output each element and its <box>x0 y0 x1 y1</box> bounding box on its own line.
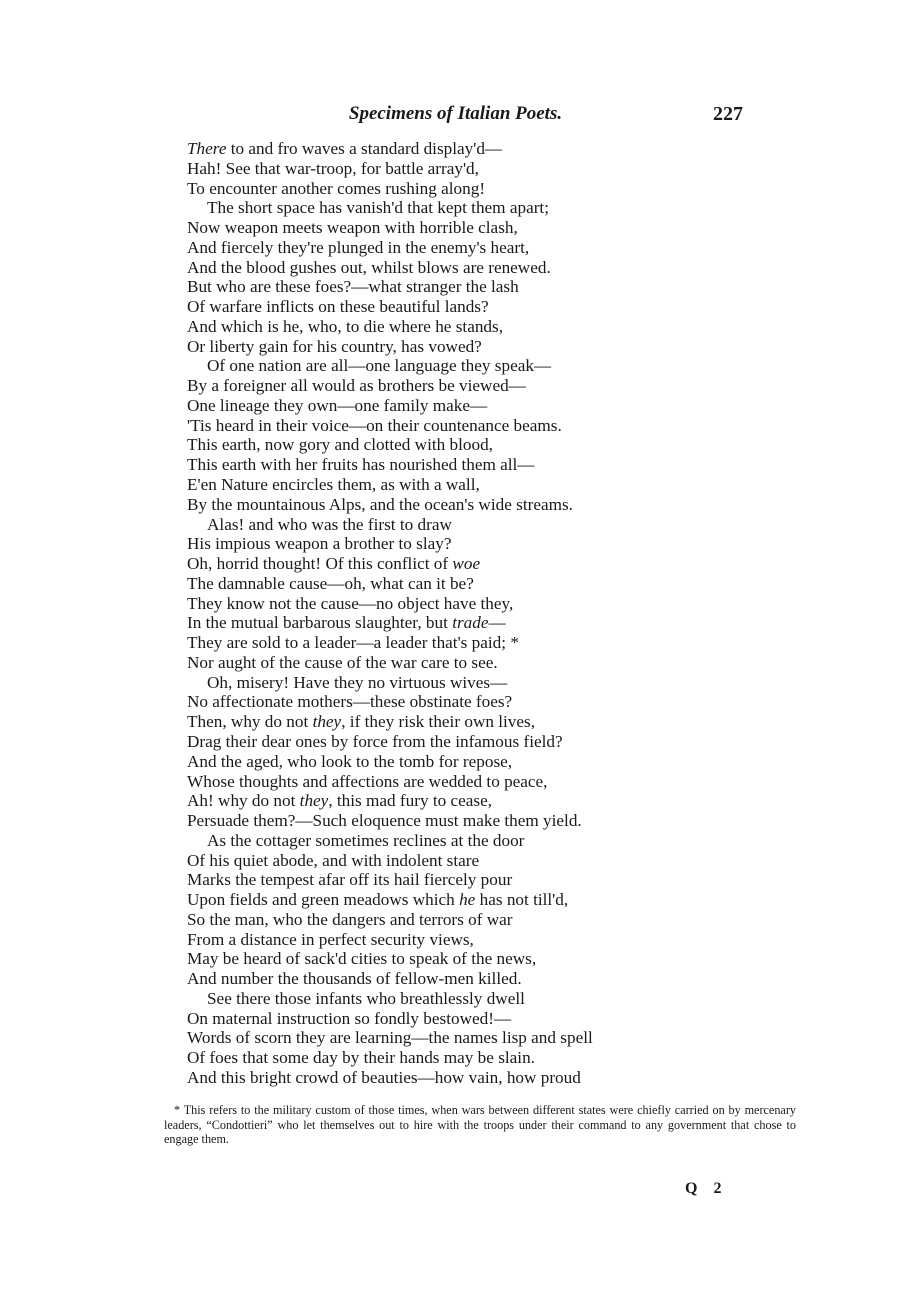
text-segment: His impious weapon a brother to slay? <box>187 534 452 554</box>
poem-line <box>187 851 787 871</box>
poem-line <box>187 890 787 910</box>
poem-line <box>187 1009 787 1029</box>
poem-body <box>187 139 787 1088</box>
text-segment: Now weapon meets weapon with horrible clash, <box>187 218 518 238</box>
text-segment: This earth with her fruits has nourished them all— <box>187 455 535 475</box>
text-segment: As the cottager sometimes reclines at the door <box>207 830 525 850</box>
poem-line <box>187 179 787 199</box>
text-segment: Upon fields and green meadows which <box>187 890 460 910</box>
text-segment: Alas! and who was the first to draw <box>207 514 452 534</box>
poem-line <box>187 613 787 633</box>
text-segment: to and fro waves a standard display'd— <box>226 139 503 158</box>
poem-line <box>187 791 787 811</box>
italic-segment: he <box>459 890 476 910</box>
poem-line <box>187 416 787 436</box>
poem-line <box>187 633 787 653</box>
text-segment: Persuade them?—Such eloquence must make them yield. <box>187 811 582 831</box>
text-segment: The damnable cause—oh, what can it be? <box>187 573 474 593</box>
poem-line <box>187 1028 787 1048</box>
text-segment: And number the thousands of fellow-men killed. <box>187 969 522 989</box>
text-segment: And fiercely they're plunged in the enemy's heart, <box>187 237 530 257</box>
poem-line <box>187 534 787 554</box>
text-segment: Of foes that some day by their hands may be slain. <box>187 1048 535 1068</box>
text-segment: Hah! See that war-troop, for battle array'd, <box>187 158 479 178</box>
poem-line <box>187 515 787 535</box>
text-segment: No affectionate mothers—these obstinate foes? <box>187 692 513 712</box>
italic-segment: trade <box>452 613 489 633</box>
text-segment: And the aged, who look to the tomb for repose, <box>187 751 513 771</box>
poem-line <box>187 910 787 930</box>
footnote-text: * This refers to the military custom of those times, when wars between different states were chiefly carried on by mercenary leaders, “Condottieri” who let themselves out to hire with the troops under their command to any government that chose to engage them. <box>164 1103 796 1146</box>
signature-mark: Q 2 <box>685 1180 728 1197</box>
text-segment: One lineage they own—one family make— <box>187 395 488 415</box>
text-segment: Whose thoughts and affections are wedded to peace, <box>187 771 548 791</box>
poem-line <box>187 712 787 732</box>
footnote <box>164 1103 796 1147</box>
text-segment: Oh, misery! Have they no virtuous wives— <box>207 672 508 692</box>
poem-line <box>187 752 787 772</box>
poem-line <box>187 1068 787 1088</box>
poem-line <box>187 159 787 179</box>
poem-line <box>187 574 787 594</box>
text-segment: 'Tis heard in their voice—on their countenance beams. <box>187 415 562 435</box>
poem-line <box>187 831 787 851</box>
poem-line <box>187 396 787 416</box>
poem-line <box>187 198 787 218</box>
poem-line <box>187 277 787 297</box>
italic-segment: they <box>312 712 342 732</box>
text-segment: E'en Nature encircles them, as with a wall, <box>187 475 480 495</box>
text-segment: has not till'd, <box>475 890 569 910</box>
text-segment: May be heard of sack'd cities to speak of the news, <box>187 949 537 969</box>
poem-line <box>187 989 787 1009</box>
text-segment: To encounter another comes rushing along! <box>187 178 486 198</box>
text-segment: Oh, horrid thought! Of this conflict of <box>187 554 453 574</box>
poem-line <box>187 673 787 693</box>
text-segment: Of one nation are all—one language they speak— <box>207 356 552 376</box>
poem-line <box>187 297 787 317</box>
poem-line <box>187 1048 787 1068</box>
text-segment: Or liberty gain for his country, has vowed? <box>187 336 482 356</box>
poem-line <box>187 258 787 278</box>
poem-line <box>187 554 787 574</box>
text-segment: Of warfare inflicts on these beautiful lands? <box>187 297 489 317</box>
poem-line <box>187 969 787 989</box>
poem-line <box>187 475 787 495</box>
italic-segment: woe <box>452 554 481 574</box>
text-segment: Ah! why do not <box>187 791 300 811</box>
poem-line <box>187 653 787 673</box>
text-segment: But who are these foes?—what stranger the lash <box>187 277 519 297</box>
text-segment: , if they risk their own lives, <box>341 712 536 732</box>
text-segment: So the man, who the dangers and terrors of war <box>187 909 513 929</box>
text-segment: This earth, now gory and clotted with blood, <box>187 435 493 455</box>
poem-line <box>187 732 787 752</box>
poem-line <box>187 930 787 950</box>
poem-line <box>187 811 787 831</box>
text-segment: , this mad fury to cease, <box>328 791 493 811</box>
poem-line <box>187 139 787 159</box>
text-segment: They know not the cause—no object have they, <box>187 593 514 613</box>
poem-line <box>187 317 787 337</box>
text-segment: By a foreigner all would as brothers be viewed— <box>187 376 526 396</box>
text-segment: And which is he, who, to die where he stands, <box>187 316 503 336</box>
text-segment: Then, why do not <box>187 712 313 732</box>
text-segment: On maternal instruction so fondly bestowed!— <box>187 1008 512 1028</box>
italic-segment: There <box>187 139 227 158</box>
text-segment: And this bright crowd of beauties—how vain, how proud <box>187 1067 581 1087</box>
text-segment: Words of scorn they are learning—the names lisp and spell <box>187 1028 593 1048</box>
poem-line <box>187 455 787 475</box>
text-segment: By the mountainous Alps, and the ocean's wide streams. <box>187 494 573 514</box>
poem-line <box>187 870 787 890</box>
poem-line <box>187 949 787 969</box>
poem-line <box>187 238 787 258</box>
poem-line <box>187 692 787 712</box>
text-segment: In the mutual barbarous slaughter, but <box>187 613 453 633</box>
italic-segment: they <box>299 791 329 811</box>
running-head-title: Specimens of Italian Poets. <box>348 103 563 124</box>
poem-line <box>187 594 787 614</box>
text-segment: The short space has vanish'd that kept them apart; <box>207 198 549 218</box>
page-number: 227 <box>713 103 743 125</box>
poem-line <box>187 218 787 238</box>
poem-line <box>187 376 787 396</box>
text-segment: Of his quiet abode, and with indolent stare <box>187 850 480 870</box>
poem-line <box>187 435 787 455</box>
poem-line <box>187 356 787 376</box>
text-segment: And the blood gushes out, whilst blows are renewed. <box>187 257 551 277</box>
poem-line <box>187 772 787 792</box>
text-segment: Drag their dear ones by force from the infamous field? <box>187 731 563 751</box>
poem-line <box>187 495 787 515</box>
text-segment: See there those infants who breathlessly dwell <box>207 988 525 1008</box>
text-segment: — <box>488 613 506 633</box>
text-segment: They are sold to a leader—a leader that's paid; * <box>187 633 519 653</box>
text-segment: Nor aught of the cause of the war care to see. <box>187 652 498 672</box>
poem-line <box>187 337 787 357</box>
text-segment: From a distance in perfect security views, <box>187 929 474 949</box>
text-segment: Marks the tempest afar off its hail fiercely pour <box>187 870 513 890</box>
